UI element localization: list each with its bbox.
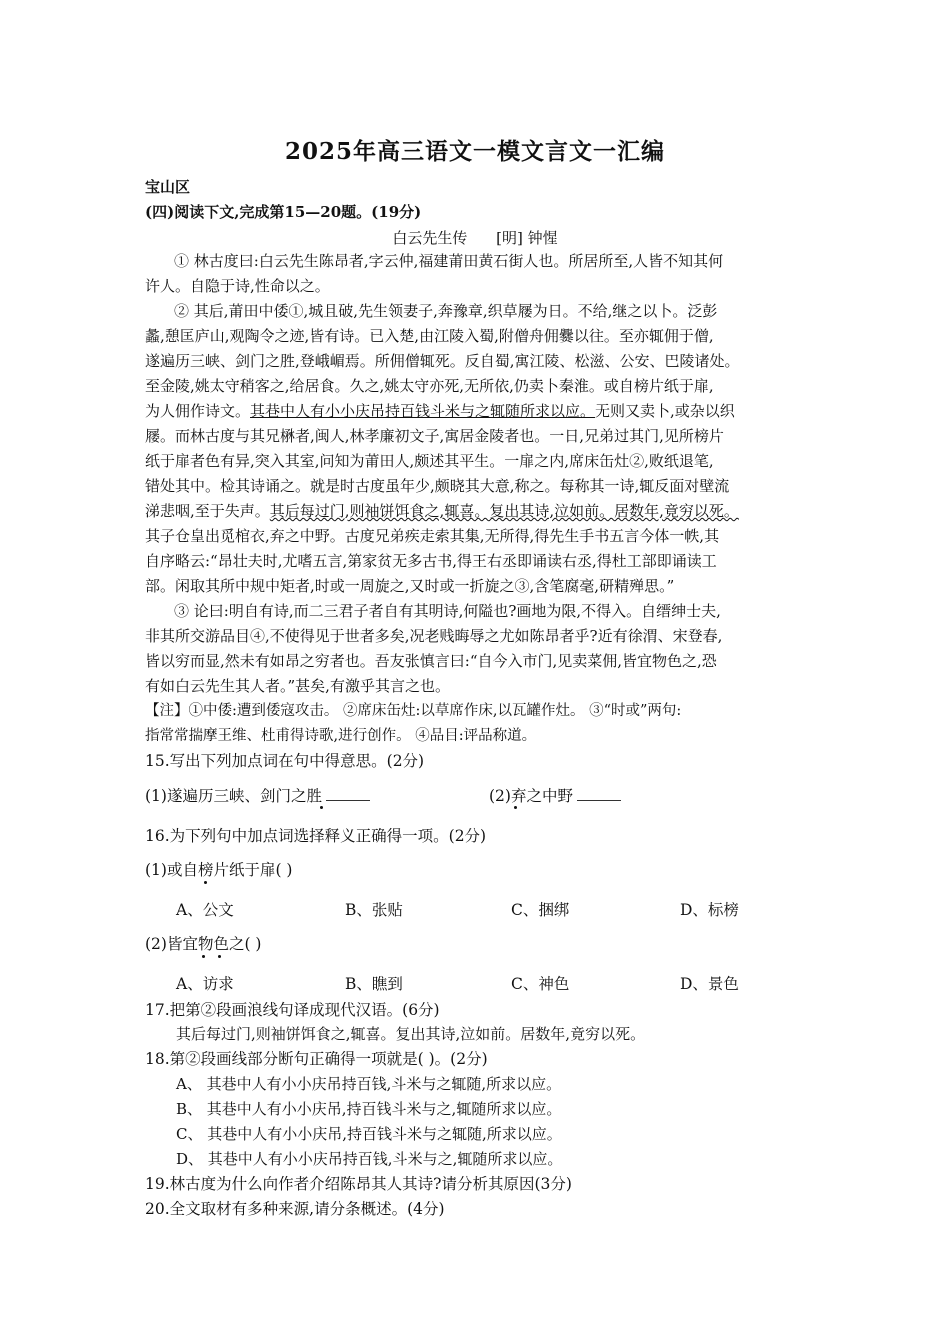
line-text: 涕悲咽,至于失声。 xyxy=(145,502,270,520)
passage-line: 皆以穷而显,然未有如昂之穷者也。吾友张慎言曰:“自今入市门,见卖菜佣,皆宜物色之,恐 xyxy=(145,652,717,670)
passage-line: 部。闲取其所中规中矩者,时或一周旋之,又时或一折旋之③,含笔腐毫,研精殚思。” xyxy=(145,577,675,595)
passage-line: 错处其中。检其诗诵之。就是时古度虽年少,颇晓其大意,称之。每称其一诗,辄反面对壁流 xyxy=(145,477,730,495)
footnote-line: 【注】①中倭:遭到倭寇攻击。 ②席床缶灶:以草席作床,以瓦罐作灶。 ③“时或”两句: xyxy=(145,703,682,719)
question-16-item-2: (2)皆宜物色之( ) xyxy=(145,935,262,953)
passage-line xyxy=(145,401,815,421)
question-18: 18.第②段画线部分断句正确得一项就是( )。(2分) xyxy=(145,1050,488,1068)
line-text: 为人佣作诗文。 xyxy=(145,402,251,420)
question-15: 15.写出下列加点词在句中得意思。(2分) xyxy=(145,752,425,770)
option-a: A、公文 xyxy=(176,901,234,919)
option-c: C、捆绑 xyxy=(511,901,570,919)
passage-line: 有如白云先生其人者。”甚矣,有激乎其言之也。 xyxy=(145,677,450,695)
passage-line xyxy=(145,501,815,521)
option-a: A、访求 xyxy=(176,975,234,993)
section-heading: (四)阅读下文,完成第15—20题。(19分) xyxy=(145,203,422,221)
emphasis-dot xyxy=(514,806,517,809)
footnote-line: 指常常揣摩王维、杜甫得诗歌,进行创作。 ④品目:评品称道。 xyxy=(145,728,537,744)
passage-title xyxy=(0,227,950,248)
passage-line: 遂遍历三峡、剑门之胜,登峨嵋焉。所佣僧辄死。反自蜀,寓江陵、松滋、公安、巴陵诸处。 xyxy=(145,352,740,370)
option-d: D、标榜 xyxy=(680,901,739,919)
passage-name: 白云先生传 xyxy=(392,229,468,247)
question-17-text: 其后每过门,则袖饼饵食之,辄喜。复出其诗,泣如前。居数年,竟穷以死。 xyxy=(176,1025,646,1043)
emphasis-dot xyxy=(320,806,323,809)
option-d: D、 其巷中人有小小庆吊持百钱,斗米与之,辄随所求以应。 xyxy=(176,1150,563,1168)
passage-line: 非其所交游品目④,不使得见于世者多矣,况老贱晦辱之尤如陈昂者乎?近有徐渭、宋登春, xyxy=(145,627,723,645)
line-text: 无则又卖卜,或杂以织 xyxy=(595,402,735,420)
question-16-item-1: (1)或自榜片纸于扉( ) xyxy=(145,861,293,879)
passage-line: 至金陵,姚太守稍客之,给居食。久之,姚太守亦死,无所依,仍卖卜秦淮。或自榜片纸于扉, xyxy=(145,377,714,395)
passage-line: 自序略云:“昂壮夫时,尤嗜五言,第家贫无多古书,得王右丞即诵读右丞,得杜工部即诵读工 xyxy=(145,552,717,570)
passage-line: 纸于扉者色有异,突入其室,问知为莆田人,颇述其平生。一扉之内,席床缶灶②,败纸退笔, xyxy=(145,452,714,470)
passage-line: 屦。而林古度与其兄楙者,闽人,林孝廉初文子,寓居金陵者也。一日,兄弟过其门,见所榜片 xyxy=(145,427,724,445)
option-c: C、神色 xyxy=(511,975,570,993)
option-d: D、景色 xyxy=(680,975,739,993)
passage-author: [明] 钟惺 xyxy=(496,229,558,247)
region-label: 宝山区 xyxy=(145,178,191,196)
option-c: C、 其巷中人有小小庆吊,持百钱斗米与之辄随,所求以应。 xyxy=(176,1125,562,1143)
underlined-sentence: 其巷中人有小小庆吊持百钱斗米与之辄随所求以应。 xyxy=(250,402,596,420)
wavy-underlined-sentence: 其后每过门,则袖饼饵食之,辄喜。复出其诗,泣如前。居数年,竟穷以死。 xyxy=(269,502,739,520)
question-15-item-2 xyxy=(489,786,621,806)
emphasis-dot xyxy=(218,955,221,958)
passage-line: ② 其后,莆田中倭①,城且破,先生领妻子,奔豫章,织草屦为日。不给,继之以卜。泛彭 xyxy=(174,302,718,320)
question-19: 19.林古度为什么向作者介绍陈昂其人其诗?请分析其原因(3分) xyxy=(145,1175,572,1193)
passage-line: 蠡,憩匡庐山,观陶令之迹,皆有诗。已入楚,由江陵入蜀,附僧舟佣爨以往。至亦辄佣于僧, xyxy=(145,327,714,345)
question-16: 16.为下列句中加点词选择释义正确得一项。(2分) xyxy=(145,827,487,845)
document-title: 2025年高三语文一模文言文一汇编 xyxy=(284,138,665,165)
item-text: (2)弃之中野 xyxy=(489,787,573,805)
option-b: B、张贴 xyxy=(345,901,403,919)
question-15-item-1 xyxy=(145,786,370,806)
passage-line: 其子仓皇出觅棺衣,弃之中野。古度兄弟疾走索其集,无所得,得先生手书五言今体一帙,其 xyxy=(145,527,720,545)
answer-blank[interactable] xyxy=(577,786,621,801)
item-text: (1)遂遍历三峡、剑门之胜 xyxy=(145,787,322,805)
passage-line: ③ 论曰:明自有诗,而二三君子者自有其明诗,何隘也?画地为限,不得入。自缙绅士夫, xyxy=(174,602,721,620)
passage-line: 许人。自隐于诗,性命以之。 xyxy=(145,277,330,295)
answer-blank[interactable] xyxy=(326,786,370,801)
option-b: B、 其巷中人有小小庆吊,持百钱斗米与之,辄随所求以应。 xyxy=(176,1100,562,1118)
question-20: 20.全文取材有多种来源,请分条概述。(4分) xyxy=(145,1200,445,1218)
option-a: A、 其巷中人有小小庆吊持百钱,斗米与之辄随,所求以应。 xyxy=(176,1075,562,1093)
emphasis-dot xyxy=(202,955,205,958)
emphasis-dot xyxy=(204,881,207,884)
passage-line: ① 林古度曰:白云先生陈昂者,字云仲,福建莆田黄石街人也。所居所至,人皆不知其何 xyxy=(174,252,724,270)
option-b: B、瞧到 xyxy=(345,975,403,993)
question-17: 17.把第②段画浪线句译成现代汉语。(6分) xyxy=(145,1001,440,1019)
